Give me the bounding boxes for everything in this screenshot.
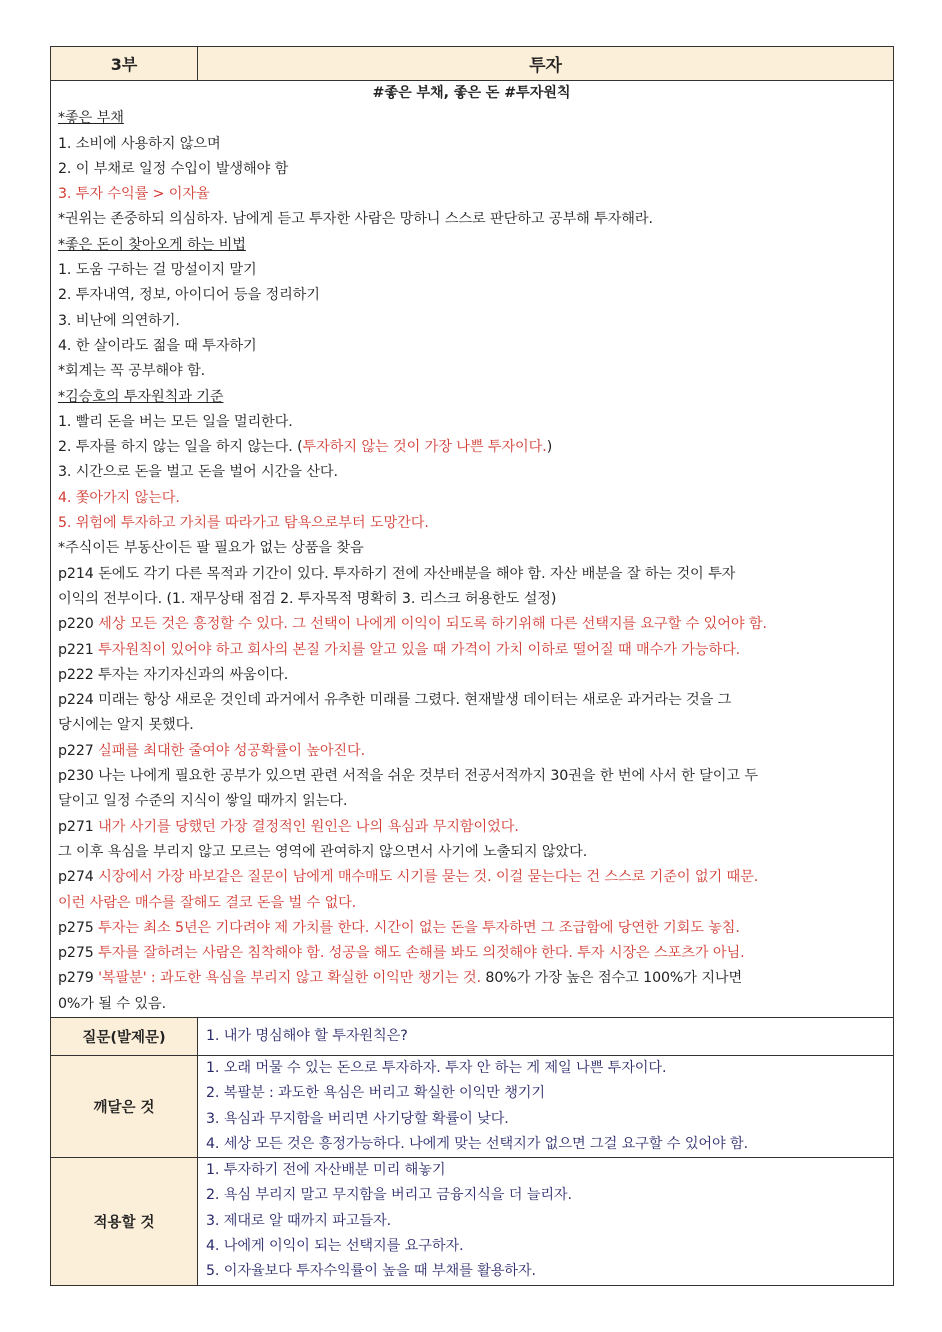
note-text: *좋은 돈이 찾아오게 하는 비법 [58, 236, 246, 253]
note-text: p279 [58, 970, 99, 987]
note-highlight: 투자는 최소 5년은 기다려야 제 가치를 한다. 시간이 없는 돈을 투자하면 그 조급함에 당연한 기회도 놓침. [98, 919, 740, 936]
note-text: *좋은 부채 [58, 110, 124, 127]
note-line [58, 359, 885, 384]
note-highlight: 3. 투자 수익률 > 이자율 [58, 186, 210, 203]
note-text: 4. 한 살이라도 젊을 때 투자하기 [58, 337, 257, 354]
note-text: p214 돈에도 각기 다른 목적과 기간이 있다. 투자하기 전에 자산배분을 해야 함. 자산 배분을 잘 하는 것이 투자 [58, 565, 736, 582]
note-line [58, 435, 885, 460]
apply-row [51, 1158, 893, 1284]
note-text: *권위는 존중하되 의심하자. 남에게 듣고 투자한 사람은 망하니 스스로 판단하고 공부해 투자해라. [58, 211, 653, 228]
note-line [58, 182, 885, 207]
note-text: 2. 이 부채로 일정 수입이 발생해야 함 [58, 160, 289, 177]
note-text: *회계는 꼭 공부해야 함. [58, 363, 206, 380]
note-line [58, 536, 885, 561]
note-highlight: 투자를 잘하려는 사람은 침착해야 함. 성공을 해도 손해를 봐도 의젓해야 한다. 투자 시장은 스포츠가 아님. [98, 945, 745, 962]
realized-content [198, 1056, 893, 1157]
note-text: 0%가 될 수 있음. [58, 995, 166, 1012]
note-line [58, 612, 885, 637]
note-text: p222 투자는 자기자신과의 싸움이다. [58, 666, 289, 683]
note-text: *김승호의 투자원칙과 기준 [58, 388, 224, 405]
note-line [58, 713, 885, 738]
note-text: p274 [58, 869, 99, 886]
part-label: 3부 [51, 47, 198, 80]
note-line [58, 106, 885, 131]
note-text: 그 이후 욕심을 부리지 않고 모르는 영역에 관여하지 않으면서 사기에 노출되지 않았다. [58, 843, 588, 860]
note-text: p221 [58, 641, 99, 658]
note-line [58, 739, 885, 764]
note-text: p271 [58, 818, 99, 835]
note-line [58, 992, 885, 1017]
note-highlight: '복팔분' : 과도한 욕심을 부리지 않고 확실한 이익만 챙기는 것. [98, 970, 482, 987]
note-highlight: 세상 모든 것은 흥정할 수 있다. 그 선택이 나에게 이익이 되도록 하기위해 다른 선택지를 요구할 수 있어야 함. [98, 616, 767, 633]
note-line [58, 966, 885, 991]
note-text: p220 [58, 616, 99, 633]
note-line [58, 334, 885, 359]
note-highlight: 이런 사람은 매수를 잘해도 결코 돈을 벌 수 없다. [58, 894, 357, 911]
apply-item: 3. 제대로 알 때까지 파고들자. [206, 1212, 392, 1229]
realized-label: 깨달은 것 [51, 1056, 198, 1157]
note-line [58, 283, 885, 308]
realized-row [51, 1056, 893, 1158]
note-text: p275 [58, 919, 99, 936]
note-line [58, 638, 885, 663]
note-line [58, 460, 885, 485]
note-text: 달이고 일정 수준의 지식이 쌓일 때까지 읽는다. [58, 793, 348, 810]
note-text: 1. 소비에 사용하지 않으며 [58, 135, 221, 152]
note-line [58, 233, 885, 258]
note-line [58, 207, 885, 232]
note-line [58, 157, 885, 182]
reading-note-table [50, 46, 894, 1286]
note-line [58, 916, 885, 941]
note-highlight: 시장에서 가장 바보같은 질문이 남에게 매수매도 시기를 묻는 것. 이걸 묻는다는 건 스스로 기준이 없기 때문. [98, 869, 759, 886]
note-highlight: 4. 쫓아가지 않는다. [58, 489, 180, 506]
note-highlight: 투자원칙이 있어야 하고 회사의 본질 가치를 알고 있을 때 가격이 가치 이하로 떨어질 때 매수가 가능하다. [98, 641, 741, 658]
note-text: 3. 비난에 의연하기. [58, 312, 180, 329]
note-line [58, 688, 885, 713]
note-line [58, 764, 885, 789]
realized-item: 1. 오래 머물 수 있는 돈으로 투자하자. 투자 안 하는 게 제일 나쁜 투자이다. [206, 1059, 667, 1076]
note-text: p275 [58, 945, 99, 962]
note-highlight: 5. 위험에 투자하고 가치를 따라가고 탐욕으로부터 도망간다. [58, 515, 429, 532]
apply-item: 1. 투자하기 전에 자산배분 미리 해놓기 [206, 1162, 446, 1179]
note-line [58, 815, 885, 840]
note-line [58, 587, 885, 612]
apply-item: 2. 욕심 부리지 말고 무지함을 버리고 금융지식을 더 늘리자. [206, 1187, 572, 1204]
note-line [58, 258, 885, 283]
note-text: 1. 도움 구하는 걸 망설이지 말기 [58, 262, 257, 279]
apply-item: 4. 나에게 이익이 되는 선택지를 요구하자. [206, 1238, 464, 1255]
note-line [58, 789, 885, 814]
hashtags: #좋은 부채, 좋은 돈 #투자원칙 [372, 85, 571, 101]
note-line [58, 840, 885, 865]
note-line [58, 511, 885, 536]
question-label: 질문(발제문) [51, 1018, 198, 1055]
section-title: 투자 [198, 47, 893, 80]
note-line [58, 663, 885, 688]
note-text: 1. 빨리 돈을 버는 모든 일을 멀리한다. [58, 413, 293, 430]
question-content [198, 1018, 893, 1055]
note-highlight: 내가 사기를 당했던 가장 결정적인 원인은 나의 욕심과 무지함이었다. [98, 818, 519, 835]
note-text-tail: 80%가 가장 높은 점수고 100%가 지나면 [481, 970, 743, 987]
realized-item: 2. 복팔분 : 과도한 욕심은 버리고 확실한 이익만 챙기기 [206, 1085, 546, 1102]
notes-row [51, 81, 893, 1018]
note-text: 3. 시간으로 돈을 벌고 돈을 벌어 시간을 산다. [58, 464, 338, 481]
note-line [58, 562, 885, 587]
note-line [58, 385, 885, 410]
note-line [58, 865, 885, 890]
question-item: 1. 내가 명심해야 할 투자원칙은? [206, 1027, 408, 1044]
note-text: p224 미래는 항상 새로운 것인데 과거에서 유추한 미래를 그렸다. 현재발생 데이터는 새로운 과거라는 것을 그 [58, 692, 732, 709]
note-text: p230 나는 나에게 필요한 공부가 있으면 관련 서적을 쉬운 것부터 전공서적까지 30권을 한 번에 사서 한 달이고 두 [58, 768, 758, 785]
note-line [58, 132, 885, 157]
apply-content [198, 1158, 893, 1284]
realized-item: 3. 욕심과 무지함을 버리면 사기당할 확률이 낮다. [206, 1110, 509, 1127]
header-row [51, 47, 893, 81]
note-text: *주식이든 부동산이든 팔 필요가 없는 상품을 찾음 [58, 540, 364, 557]
note-text: 2. 투자내역, 정보, 아이디어 등을 정리하기 [58, 287, 320, 304]
apply-item: 5. 이자율보다 투자수익률이 높을 때 부채를 활용하자. [206, 1263, 536, 1280]
note-line [58, 891, 885, 916]
note-text-tail: ) [546, 439, 553, 456]
notes-body [51, 81, 893, 1017]
note-highlight: 투자하지 않는 것이 가장 나쁜 투자이다. [302, 439, 547, 456]
note-line [58, 309, 885, 334]
question-row [51, 1018, 893, 1056]
apply-label: 적용할 것 [51, 1158, 198, 1284]
note-text: 당시에는 알지 못했다. [58, 717, 194, 734]
note-line [58, 410, 885, 435]
note-line [58, 941, 885, 966]
note-text: p227 [58, 742, 99, 759]
note-text: 2. 투자를 하지 않는 일을 하지 않는다. ( [58, 439, 303, 456]
note-line [58, 486, 885, 511]
note-highlight: 실패를 최대한 줄여야 성공확률이 높아진다. [98, 742, 366, 759]
note-text: 이익의 전부이다. (1. 재무상태 점검 2. 투자목적 명확히 3. 리스크 허용한도 설정) [58, 590, 557, 607]
realized-item: 4. 세상 모든 것은 흥정가능하다. 나에게 맞는 선택지가 없으면 그걸 요구할 수 있어야 함. [206, 1135, 749, 1152]
notes-lines [58, 106, 885, 1017]
